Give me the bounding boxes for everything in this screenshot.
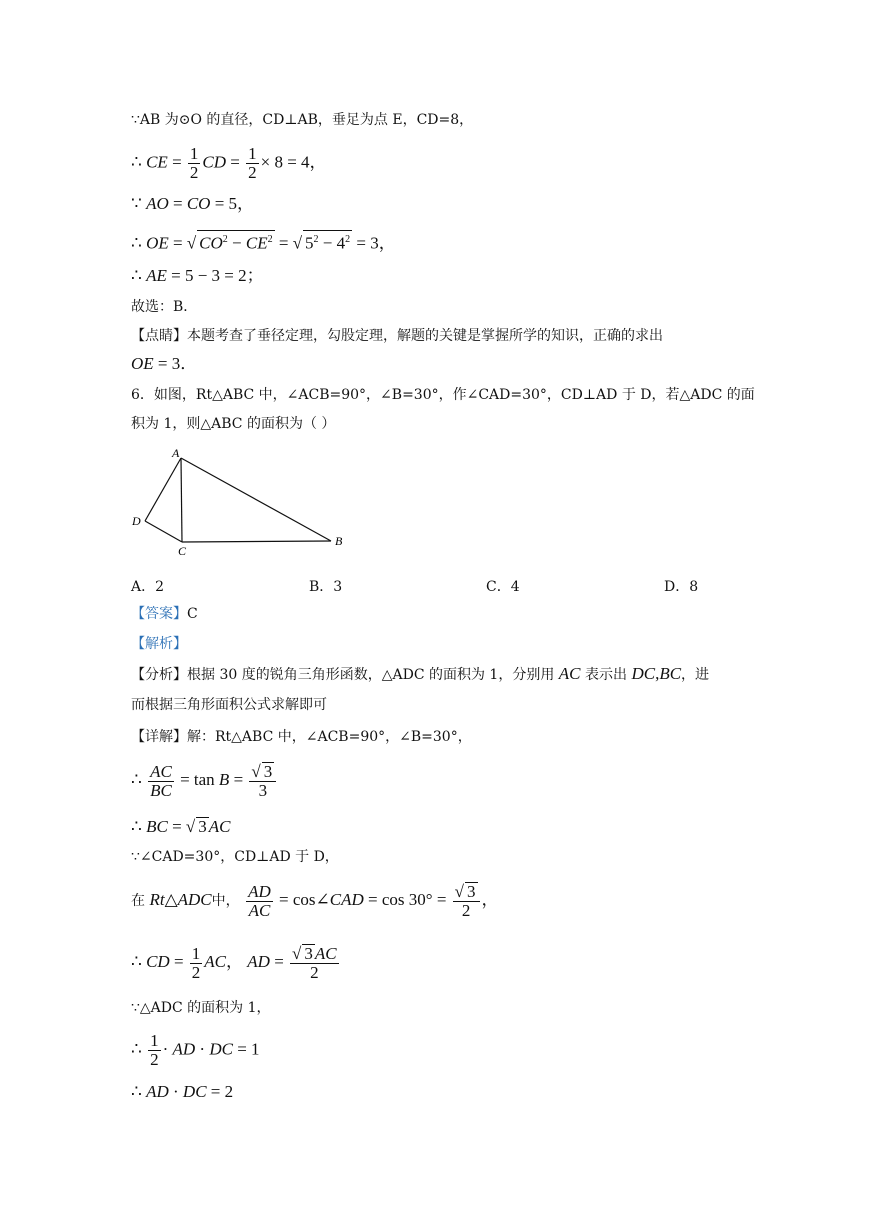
answer-value: C bbox=[187, 606, 198, 622]
prev-solution-eq-ce: ∴ CE = $\frac{1}{2}$ CD = $\frac{1}{2}$ × 8 = 4， bbox=[131, 144, 327, 182]
triangle-figure bbox=[128, 446, 348, 561]
answer-line bbox=[131, 604, 198, 624]
prev-solution-eq-ae: ∴ AE = 5 − 3 = 2； bbox=[131, 266, 264, 285]
label-A: A bbox=[172, 446, 180, 460]
question-6-line-1: 6．如图，Rt△ABC 中，∠ACB=90°，∠B=30°，作∠CAD=30°，CD⊥AD 于 D，若△ADC 的面 bbox=[131, 387, 755, 403]
answer-tag: 【答案】 bbox=[131, 606, 187, 622]
analysis-tag: 【解析】 bbox=[131, 636, 187, 652]
prev-solution-eq-ao: ∵ AO = CO = 5， bbox=[131, 194, 255, 213]
label-D: D bbox=[132, 514, 141, 528]
detail-eq-tanb: ∴ $\frac{AC}{BC}$ = tan B = $\frac{√ 3}{3}$ bbox=[131, 762, 278, 800]
detail-line-4: ∵∠CAD=30°，CD⊥AD 于 D， bbox=[131, 849, 339, 865]
prev-solution-comment-eq: OE = 3． bbox=[131, 354, 198, 373]
analysis-line-1: 【分析】根据 30 度的锐角三角形函数，△ADC 的面积为 1，分别用 AC 表示出 DC,BC，进 bbox=[131, 664, 710, 683]
segment-AD bbox=[145, 458, 181, 521]
detail-line-5: 在 Rt△ADC中， $\frac{AD}{AC}$ = cos∠CAD = cos 30° = $\frac{√ 3}{2}$ ， bbox=[131, 881, 499, 920]
segment-AC bbox=[181, 458, 182, 542]
prev-solution-eq-oe: ∴ OE = √ $CO^2 - CE^2$ = √ $5^2 - 4^2 = 3$， bbox=[131, 230, 396, 254]
detail-line-1: 【详解】解：Rt△ABC 中，∠ACB=90°，∠B=30°， bbox=[131, 729, 472, 745]
option-d: D．8 bbox=[664, 579, 699, 595]
detail-eq-cd-ad: ∴ CD = $\frac{1}{2}$ AC， AD = $\frac{√ 3 AC}{2}$ bbox=[131, 943, 337, 982]
question-6-line-2: 积为 1，则△ABC 的面积为（ ） bbox=[131, 416, 336, 432]
analysis-part-2: 表示出 bbox=[584, 667, 627, 683]
prev-solution-choice: 故选：B． bbox=[131, 299, 198, 315]
option-b: B．3 bbox=[309, 579, 343, 595]
segment-CB bbox=[182, 541, 331, 542]
detail-eq-bc: ∴ BC = √ 3 AC bbox=[131, 817, 231, 836]
prev-solution-line-1: ∵AB 为⊙O 的直径，CD⊥AB，垂足为点 E，CD=8， bbox=[131, 112, 474, 128]
segment-DC bbox=[145, 521, 182, 542]
detail-line-5-mid: 中， bbox=[211, 892, 240, 909]
detail-eq-area: ∴ $\frac{1}{2}$ · AD · DC = 1 bbox=[131, 1031, 260, 1069]
option-a: A．2 bbox=[131, 579, 165, 595]
label-C: C bbox=[178, 544, 187, 558]
label-B: B bbox=[335, 534, 343, 548]
analysis-line-2: 而根据三角形面积公式求解即可 bbox=[131, 697, 327, 713]
analysis-part-3: ，进 bbox=[681, 667, 710, 683]
option-c: C．4 bbox=[486, 579, 520, 595]
detail-line-7: ∵△ADC 的面积为 1， bbox=[131, 1000, 271, 1016]
detail-line-5-prefix: 在 bbox=[131, 892, 145, 909]
prev-solution-comment: 【点睛】本题考查了垂径定理，勾股定理，解题的关键是掌握所学的知识，正确的求出 bbox=[131, 328, 663, 344]
analysis-part-1: 【分析】根据 30 度的锐角三角形函数，△ADC 的面积为 1，分别用 bbox=[131, 667, 555, 683]
segment-AB bbox=[181, 458, 331, 541]
detail-eq-product: ∴ AD · DC = 2 bbox=[131, 1082, 234, 1101]
